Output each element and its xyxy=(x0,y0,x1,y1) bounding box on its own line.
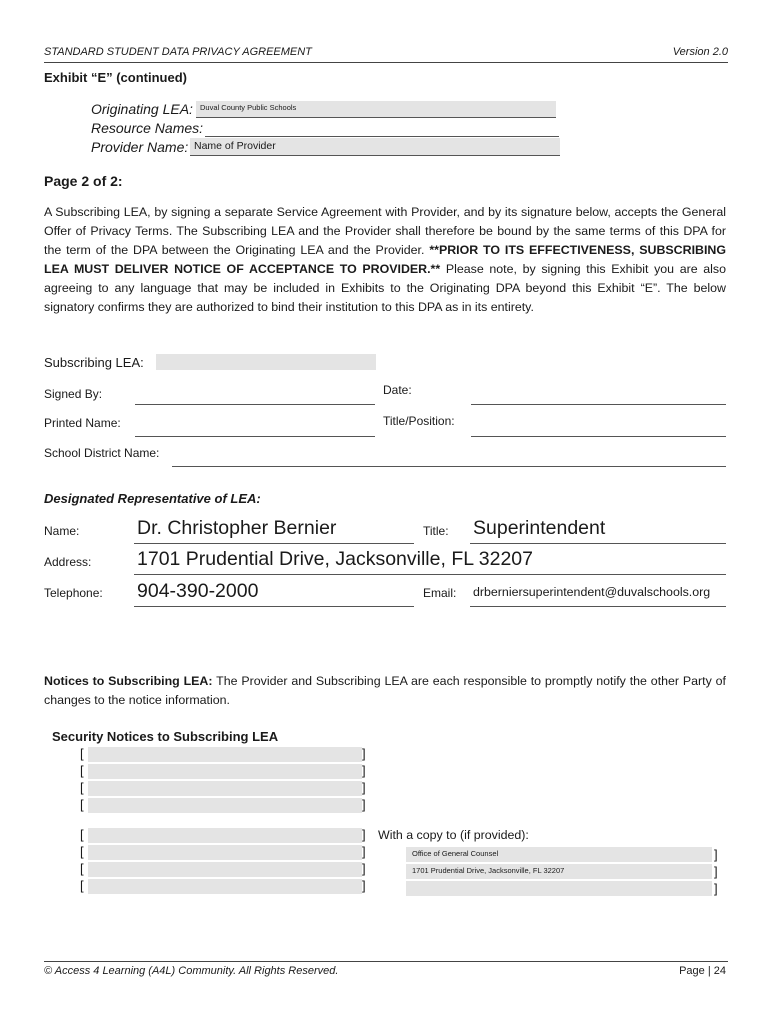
security-notice-line[interactable]: [ ] xyxy=(80,746,366,761)
rep-address-label: Address: xyxy=(44,555,92,569)
paragraph-bold-notice: **PRIOR TO ITS EFFECTIVENESS, SUBSCRIBING LEA MUST DELIVER NOTICE OF ACCEPTANCE TO PROVIDER.** xyxy=(44,243,726,276)
rep-title-label: Title: xyxy=(423,524,449,538)
security-notice-group-2 xyxy=(80,827,370,895)
security-notice-line[interactable]: [ ] xyxy=(80,861,366,876)
document-version: Version 2.0 xyxy=(672,46,728,58)
security-notice-line[interactable]: [ ] xyxy=(80,780,366,795)
provider-name-label: Provider Name: xyxy=(91,139,189,155)
document-header-title: STANDARD STUDENT DATA PRIVACY AGREEMENT xyxy=(44,46,312,58)
rep-name-field[interactable] xyxy=(134,516,414,544)
signed-by-label: Signed By: xyxy=(44,387,103,401)
provider-name-field[interactable] xyxy=(190,138,560,156)
copy-to-line[interactable]: Office of General Counsel ] xyxy=(406,846,722,863)
date-field[interactable] xyxy=(471,388,726,405)
title-position-field[interactable] xyxy=(471,420,726,437)
copy-to-line-2: 1701 Prudential Drive, Jacksonville, FL 32207 xyxy=(412,866,565,875)
paragraph-part1: A Subscribing LEA, by signing a separate Service Agreement with Provider, and by its signature below, accepts the General Offer of Privacy Terms. The Subscribing LEA and the Provider shall therefore be bound by the same terms of this DPA for the term of the DPA between the Originating LEA and the Provider. xyxy=(44,205,726,257)
copy-to-group xyxy=(406,846,722,897)
rep-address-field[interactable] xyxy=(134,546,726,575)
signed-by-field[interactable] xyxy=(135,388,375,405)
footer-rule xyxy=(44,961,728,962)
security-notice-line[interactable]: [ ] xyxy=(80,763,366,778)
paragraph-part2: Please note, by signing this Exhibit you are also agreeing to any language that may be included in Exhibits to the Originating DPA beyond this Exhibit “E”. The below signatory confirms they are authorized to bind their institution to this DPA as in its entirety. xyxy=(44,262,726,314)
rep-title-value: Superintendent xyxy=(473,517,606,539)
acceptance-paragraph xyxy=(44,203,726,317)
security-notice-line[interactable]: [ ] xyxy=(80,797,366,812)
rep-telephone-field[interactable] xyxy=(134,578,414,607)
rep-email-value: drberniersuperintendent@duvalschools.org xyxy=(473,585,711,599)
rep-title-field[interactable] xyxy=(470,516,726,544)
footer-copyright: © Access 4 Learning (A4L) Community. All Rights Reserved. xyxy=(44,965,339,977)
copy-to-line[interactable]: ] xyxy=(406,880,722,897)
school-district-field[interactable] xyxy=(172,450,726,467)
originating-lea-label: Originating LEA: xyxy=(91,101,193,117)
rep-telephone-label: Telephone: xyxy=(44,586,103,600)
date-label: Date: xyxy=(383,383,412,397)
rep-email-label: Email: xyxy=(423,586,457,600)
provider-name-value: Name of Provider xyxy=(194,140,276,152)
school-district-label: School District Name: xyxy=(44,446,160,460)
copy-to-label: With a copy to (if provided): xyxy=(378,828,529,842)
rep-name-value: Dr. Christopher Bernier xyxy=(137,517,337,539)
printed-name-field[interactable] xyxy=(135,420,375,437)
exhibit-heading: Exhibit “E” (continued) xyxy=(44,70,187,85)
page-heading: Page 2 of 2: xyxy=(44,173,123,189)
security-notices-heading: Security Notices to Subscribing LEA xyxy=(52,729,279,744)
printed-name-label: Printed Name: xyxy=(44,416,121,430)
notices-paragraph xyxy=(44,672,726,710)
notices-text: The Provider and Subscribing LEA are each responsible to promptly notify the other Party of changes to the notice information. xyxy=(44,674,726,707)
header-rule xyxy=(44,62,728,63)
security-notice-line[interactable]: [ ] xyxy=(80,878,366,893)
originating-lea-value: Duval County Public Schools xyxy=(200,103,297,112)
security-notice-line[interactable]: [ ] xyxy=(80,827,366,842)
rep-address-value: 1701 Prudential Drive, Jacksonville, FL 32207 xyxy=(137,548,533,570)
security-notice-line[interactable]: [ ] xyxy=(80,844,366,859)
resource-names-label: Resource Names: xyxy=(91,120,204,136)
page-number: Page | 24 xyxy=(679,965,726,977)
designated-rep-heading: Designated Representative of LEA: xyxy=(44,491,261,506)
originating-lea-field[interactable] xyxy=(196,101,556,118)
subscribing-lea-field[interactable] xyxy=(156,354,376,370)
copy-to-line-1: Office of General Counsel xyxy=(412,849,499,858)
resource-names-field[interactable] xyxy=(205,120,559,137)
rep-email-field[interactable] xyxy=(470,578,726,607)
title-position-label: Title/Position: xyxy=(383,414,455,428)
rep-name-label: Name: xyxy=(44,524,80,538)
rep-telephone-value: 904-390-2000 xyxy=(137,580,259,602)
subscribing-lea-label: Subscribing LEA: xyxy=(44,355,144,370)
copy-to-line[interactable]: 1701 Prudential Drive, Jacksonville, FL 32207 ] xyxy=(406,863,722,880)
security-notice-group-1 xyxy=(80,746,370,814)
notices-lead: Notices to Subscribing LEA: xyxy=(44,674,213,688)
